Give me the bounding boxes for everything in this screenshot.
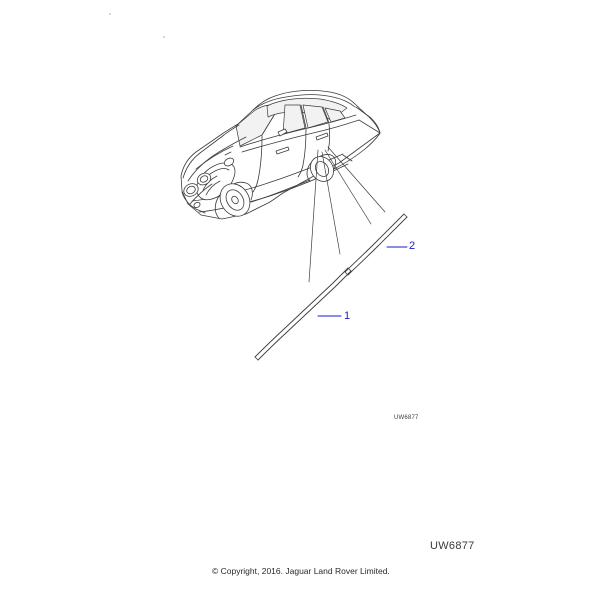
artifact-speck <box>163 36 165 38</box>
moulding-strip-part-1 <box>255 268 351 360</box>
callout-label-1: 1 <box>344 310 351 322</box>
callout-pointers <box>318 247 407 316</box>
artifact-speck <box>109 13 111 15</box>
callout-label-2: 2 <box>409 240 416 252</box>
diagram-code-large: UW6877 <box>430 540 475 552</box>
diagram-code-small: UW6877 <box>394 415 419 421</box>
copyright-notice: © Copyright, 2016. Jaguar Land Rover Limited. <box>212 566 390 576</box>
vehicle-body-outline <box>181 90 380 221</box>
moulding-strip-part-2 <box>345 214 407 275</box>
